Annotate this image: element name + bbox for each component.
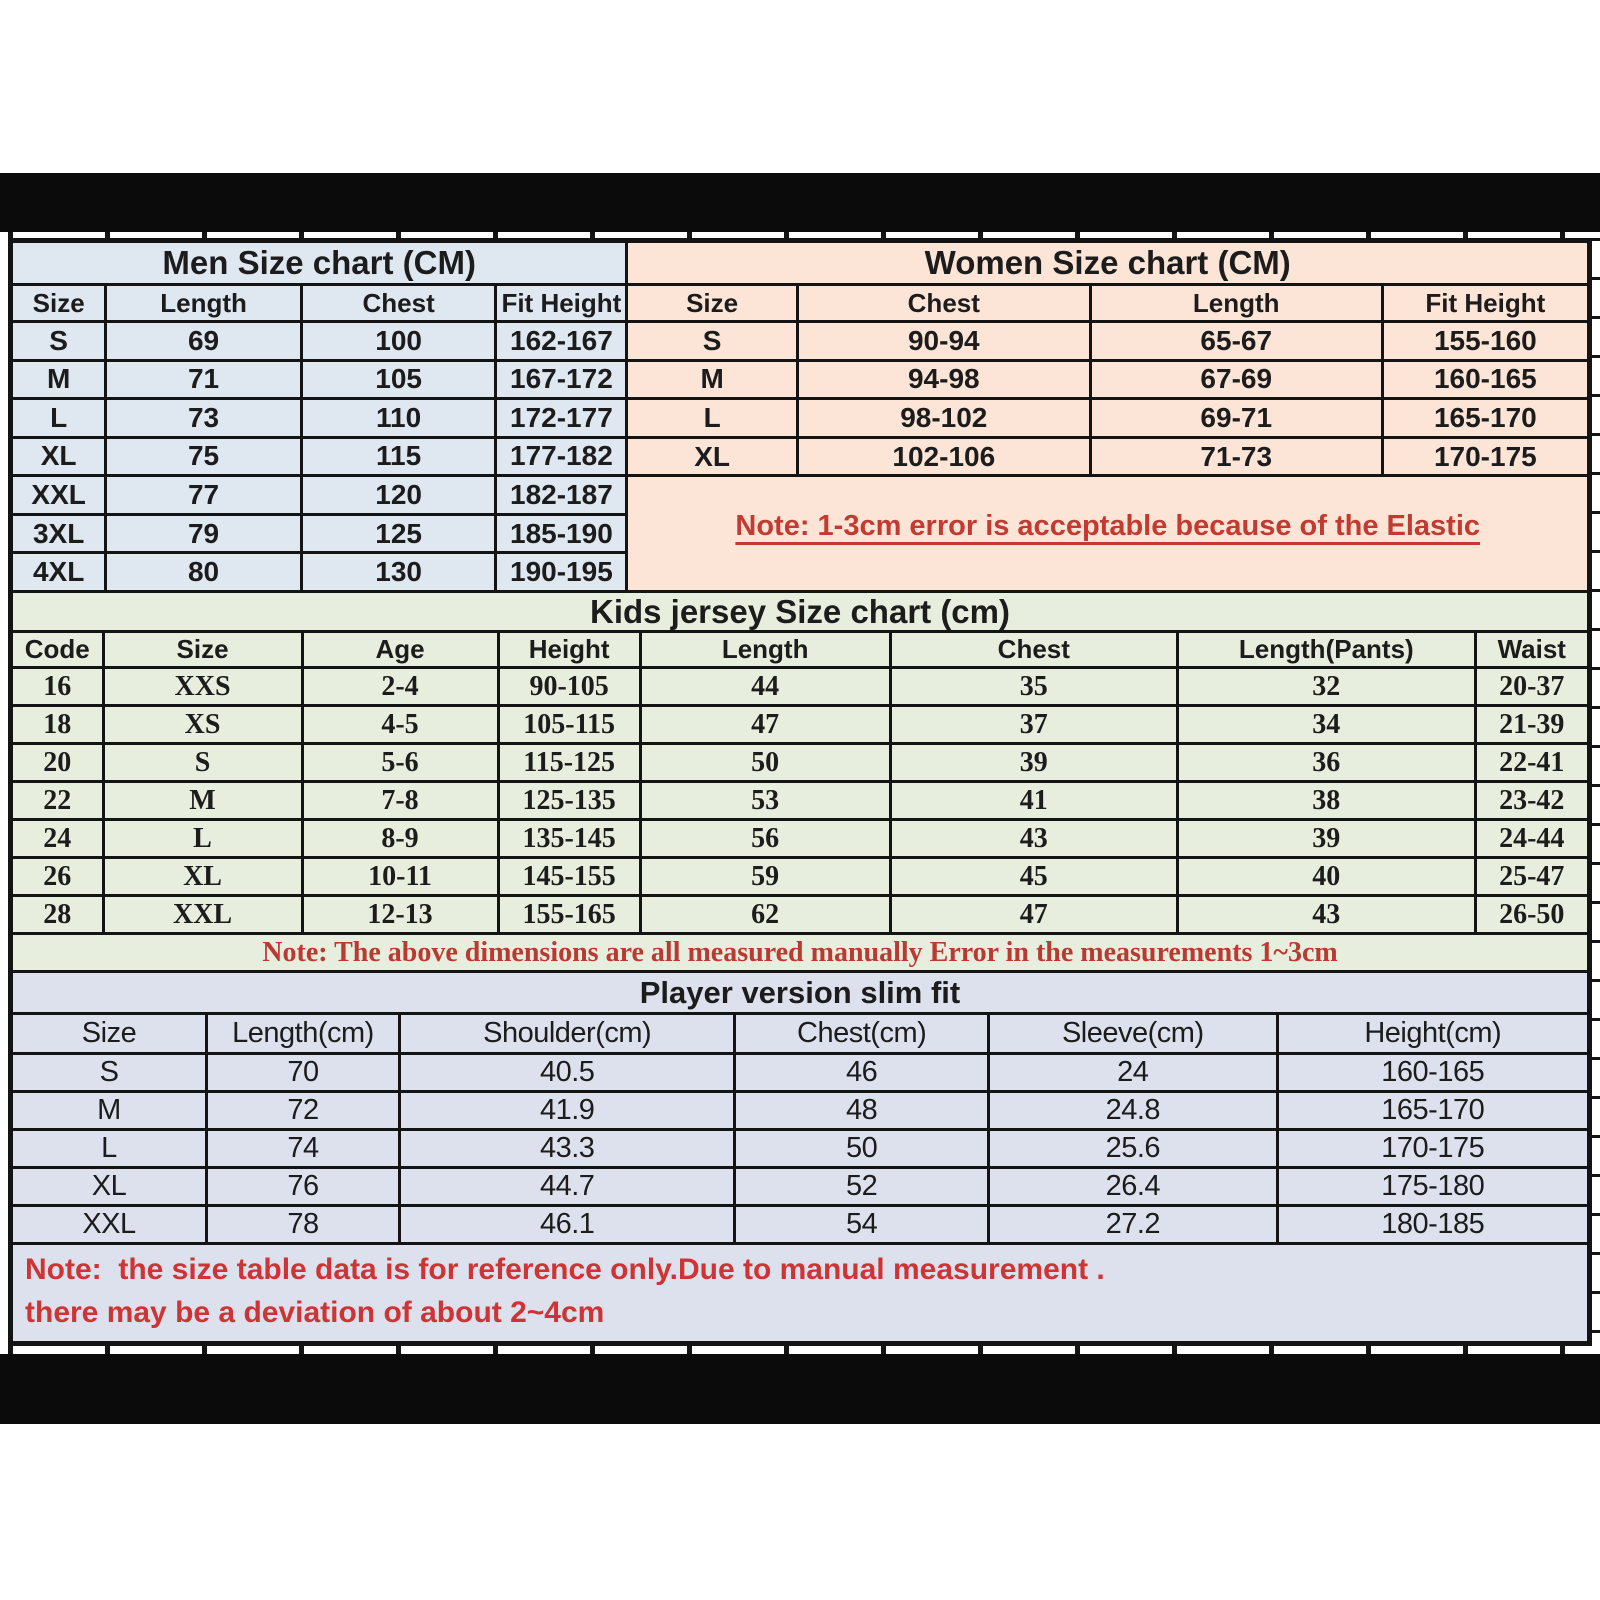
table-cell: 2-4: [304, 669, 500, 707]
col-header: Length: [642, 633, 892, 669]
col-header: Waist: [1477, 633, 1587, 669]
table-cell: 26.4: [990, 1169, 1279, 1207]
table-cell: L: [13, 1131, 208, 1169]
table-cell: XXS: [105, 669, 304, 707]
table-cell: 41: [892, 783, 1180, 821]
table-cell: 59: [642, 859, 892, 897]
table-cell: 165-170: [1384, 400, 1587, 439]
table-cell: S: [13, 323, 107, 362]
table-cell: 4-5: [304, 707, 500, 745]
women-table-title: Women Size chart (CM): [628, 243, 1587, 286]
table-cell: 28: [13, 897, 105, 935]
table-cell: 115: [303, 439, 498, 478]
footer-note: [13, 1245, 1587, 1341]
table-cell: S: [105, 745, 304, 783]
table-cell: XS: [105, 707, 304, 745]
col-header: Size: [13, 286, 107, 323]
table-cell: 34: [1179, 707, 1476, 745]
table-cell: XXL: [13, 477, 107, 516]
women-note: Note: 1-3cm error is acceptable because of the Elastic: [628, 477, 1587, 593]
table-cell: 24-44: [1477, 821, 1587, 859]
table-cell: 32: [1179, 669, 1476, 707]
table-cell: 182-187: [497, 477, 628, 516]
table-cell: 7-8: [304, 783, 500, 821]
table-cell: 22: [13, 783, 105, 821]
col-header: Shoulder(cm): [401, 1015, 736, 1055]
table-cell: 37: [892, 707, 1180, 745]
table-cell: 69: [107, 323, 303, 362]
table-cell: 160-165: [1384, 362, 1587, 401]
table-cell: 155-165: [500, 897, 642, 935]
footer-note-line1: Note: the size table data is for reference only.Due to manual measurement .: [25, 1253, 1105, 1286]
col-header: Age: [304, 633, 500, 669]
table-cell: 130: [303, 554, 498, 593]
col-header: Size: [628, 286, 798, 323]
table-cell: 155-160: [1384, 323, 1587, 362]
col-header: Fit Height: [497, 286, 628, 323]
col-header: Chest: [303, 286, 498, 323]
table-cell: 46: [736, 1055, 990, 1093]
table-cell: 135-145: [500, 821, 642, 859]
table-cell: 115-125: [500, 745, 642, 783]
table-cell: 78: [208, 1207, 401, 1245]
col-header: Height: [500, 633, 642, 669]
footer-note-line2: there may be a deviation of about 2~4cm: [25, 1295, 605, 1329]
table-cell: 70: [208, 1055, 401, 1093]
table-cell: 160-165: [1279, 1055, 1587, 1093]
table-cell: 52: [736, 1169, 990, 1207]
men-size-table: [13, 243, 628, 593]
col-header: Length(cm): [208, 1015, 401, 1055]
table-cell: 24: [990, 1055, 1279, 1093]
table-cell: XL: [105, 859, 304, 897]
table-cell: 77: [107, 477, 303, 516]
col-header: Length: [107, 286, 303, 323]
table-cell: 43: [892, 821, 1180, 859]
table-cell: XXL: [105, 897, 304, 935]
table-cell: L: [628, 400, 798, 439]
table-cell: 170-175: [1384, 439, 1587, 478]
player-version-table: [13, 973, 1587, 1245]
table-cell: 12-13: [304, 897, 500, 935]
kids-note: Note: The above dimensions are all measured manually Error in the measurements 1~3cm: [13, 935, 1587, 973]
table-cell: 39: [892, 745, 1180, 783]
table-cell: 35: [892, 669, 1180, 707]
men-women-band: [13, 243, 1587, 593]
table-cell: 71-73: [1092, 439, 1384, 478]
table-cell: 21-39: [1477, 707, 1587, 745]
table-cell: 54: [736, 1207, 990, 1245]
table-cell: M: [628, 362, 798, 401]
table-cell: 90-105: [500, 669, 642, 707]
table-cell: L: [105, 821, 304, 859]
table-cell: 65-67: [1092, 323, 1384, 362]
kids-size-table: [13, 593, 1587, 973]
table-cell: 180-185: [1279, 1207, 1587, 1245]
table-cell: 48: [736, 1093, 990, 1131]
table-cell: 25.6: [990, 1131, 1279, 1169]
table-cell: XL: [628, 439, 798, 478]
table-cell: 46.1: [401, 1207, 736, 1245]
table-cell: 98-102: [799, 400, 1092, 439]
table-cell: 90-94: [799, 323, 1092, 362]
table-cell: 50: [642, 745, 892, 783]
col-header: Chest: [892, 633, 1180, 669]
table-cell: 39: [1179, 821, 1476, 859]
table-cell: 44: [642, 669, 892, 707]
tick-strip-bottom: [8, 1346, 1592, 1354]
table-cell: 100: [303, 323, 498, 362]
table-cell: S: [628, 323, 798, 362]
table-cell: L: [13, 400, 107, 439]
table-cell: 170-175: [1279, 1131, 1587, 1169]
table-cell: 10-11: [304, 859, 500, 897]
table-cell: 177-182: [497, 439, 628, 478]
col-header: Size: [13, 1015, 208, 1055]
table-cell: 26: [13, 859, 105, 897]
table-cell: 18: [13, 707, 105, 745]
table-cell: 44.7: [401, 1169, 736, 1207]
table-cell: 38: [1179, 783, 1476, 821]
table-cell: 25-47: [1477, 859, 1587, 897]
table-cell: 94-98: [799, 362, 1092, 401]
table-cell: M: [13, 362, 107, 401]
table-cell: XXL: [13, 1207, 208, 1245]
table-cell: 73: [107, 400, 303, 439]
table-cell: 3XL: [13, 516, 107, 555]
table-cell: 162-167: [497, 323, 628, 362]
table-cell: 67-69: [1092, 362, 1384, 401]
table-cell: 76: [208, 1169, 401, 1207]
table-cell: S: [13, 1055, 208, 1093]
player-table-title: Player version slim fit: [13, 973, 1587, 1015]
col-header: Length(Pants): [1179, 633, 1476, 669]
table-cell: 5-6: [304, 745, 500, 783]
col-header: Chest: [799, 286, 1092, 323]
table-cell: 40: [1179, 859, 1476, 897]
kids-table-title: Kids jersey Size chart (cm): [13, 593, 1587, 633]
table-cell: 74: [208, 1131, 401, 1169]
table-cell: 50: [736, 1131, 990, 1169]
table-cell: 167-172: [497, 362, 628, 401]
table-cell: 24.8: [990, 1093, 1279, 1131]
table-cell: 125: [303, 516, 498, 555]
size-chart-sheet: [8, 238, 1592, 1346]
table-cell: 20: [13, 745, 105, 783]
women-size-table: [628, 243, 1587, 593]
table-cell: 41.9: [401, 1093, 736, 1131]
table-cell: XL: [13, 439, 107, 478]
table-cell: 120: [303, 477, 498, 516]
table-cell: 36: [1179, 745, 1476, 783]
table-cell: 26-50: [1477, 897, 1587, 935]
table-cell: 53: [642, 783, 892, 821]
table-cell: 105-115: [500, 707, 642, 745]
table-cell: 40.5: [401, 1055, 736, 1093]
table-cell: 190-195: [497, 554, 628, 593]
top-black-bar: [0, 173, 1600, 232]
bottom-black-bar: [0, 1354, 1600, 1424]
table-cell: 20-37: [1477, 669, 1587, 707]
table-cell: 22-41: [1477, 745, 1587, 783]
table-cell: 172-177: [497, 400, 628, 439]
table-cell: 75: [107, 439, 303, 478]
table-cell: 16: [13, 669, 105, 707]
table-cell: XL: [13, 1169, 208, 1207]
table-cell: 62: [642, 897, 892, 935]
table-cell: 145-155: [500, 859, 642, 897]
table-cell: 23-42: [1477, 783, 1587, 821]
table-cell: 24: [13, 821, 105, 859]
table-cell: 47: [892, 897, 1180, 935]
table-cell: M: [13, 1093, 208, 1131]
col-header: Height(cm): [1279, 1015, 1587, 1055]
table-cell: 72: [208, 1093, 401, 1131]
table-cell: 71: [107, 362, 303, 401]
col-header: Chest(cm): [736, 1015, 990, 1055]
col-header: Sleeve(cm): [990, 1015, 1279, 1055]
table-cell: 80: [107, 554, 303, 593]
table-cell: 110: [303, 400, 498, 439]
table-cell: 105: [303, 362, 498, 401]
col-header: Size: [105, 633, 304, 669]
tick-strip-right: [1592, 238, 1600, 1346]
table-cell: 185-190: [497, 516, 628, 555]
col-header: Code: [13, 633, 105, 669]
table-cell: 69-71: [1092, 400, 1384, 439]
col-header: Fit Height: [1384, 286, 1587, 323]
men-table-title: Men Size chart (CM): [13, 243, 628, 286]
table-cell: 43: [1179, 897, 1476, 935]
table-cell: 102-106: [799, 439, 1092, 478]
table-cell: 56: [642, 821, 892, 859]
table-cell: 79: [107, 516, 303, 555]
table-cell: 125-135: [500, 783, 642, 821]
table-cell: 27.2: [990, 1207, 1279, 1245]
table-cell: 4XL: [13, 554, 107, 593]
table-cell: 8-9: [304, 821, 500, 859]
col-header: Length: [1092, 286, 1384, 323]
table-cell: 43.3: [401, 1131, 736, 1169]
table-cell: 47: [642, 707, 892, 745]
table-cell: M: [105, 783, 304, 821]
table-cell: 45: [892, 859, 1180, 897]
table-cell: 165-170: [1279, 1093, 1587, 1131]
table-cell: 175-180: [1279, 1169, 1587, 1207]
